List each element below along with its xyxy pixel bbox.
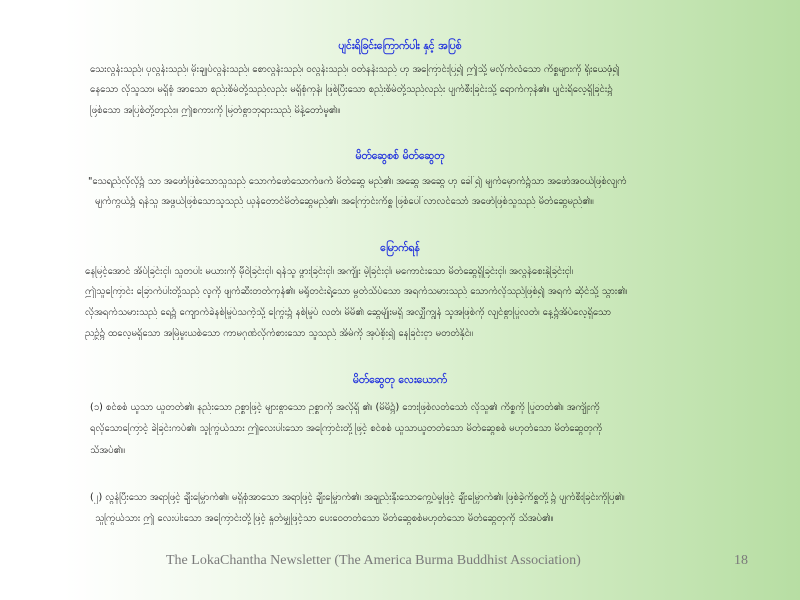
section3-line-3: လိုအရက်သမားသည် ရေ၌ ကျောက်ခဲနစ်မြုပ်သကဲ့သို့ ကြွေး၌ နစ်မြုပ် လတ်၊ မိမိ၏ ဆွေမျိုးမရှိ အလျှီကျွန် သူအဖြစ်ကို လျင်စွာပြုလတ်၊ နေ့၌အိပ်လေ့ရှိသော — [85, 307, 611, 318]
section-title-dangers: မြောက်ရန် — [380, 242, 420, 254]
section4-para2-line-2: သူကြွယ်သား ဤ လေးပါးသော အကြောင်းတို့ဖြင့် နှုတ်မျှဖြင့်သာ ပေးဝေတတ်သော မိတ်ဆွေစစ်မဟုတ်သော မိတ်ဆွေတုကို သိအပ်၏။ — [95, 513, 554, 524]
section4-para2-line-1: (၂) လွန်ပြီးသော အရာဖြင့် ချီးမြှောက်၏၊ မရှိစုံအာသော အရာဖြင့် ချီးမြှောက်၏၊ အချည်းနှီးသောကွေ့ပ်မှုဖြင့် ချီးမြှောက်၏၊ ဖြစ်ခဲ့ကိစ္စတို့၌ ပျက်စီးခြင်းကိုပြ၏၊ — [90, 492, 625, 503]
section1-line-2: နေသော လိုသူသာ၊ မရှိစုံ အာသော စည်းစိမ်တို့သည်လည်း မရှိစုံကုန်၊ ဖြစ်ပြီးသော စည်းစိမ်တို့သည်လည်း ပျက်စီးခြင်းသို့ ရောက်ကုန်၏။ ပျင်းရိလေ့ရှိခြင်း၌ — [90, 84, 613, 95]
section1-line-1: သေးလွန်းသည်၊ ပုလွန်းသည်၊ မိုးချုပ်လွန်းသည်၊ စောလွန်းသည်၊ ဝလွန်းသည်၊ ဝတ်နန်းသည် ဟု အကြောင်းပြ၍ ဤသို့ မလိုက်လံသော ကိစ္စများကို ရိုးယေဖုံ၍ — [90, 64, 620, 75]
section3-line-2: ဤသူကြောင်း ခြောက်ပါးတို့သည် လူကို ဖျက်ဆီးတတ်ကုန်၏၊ မရိုတင်းရဲ့သော မွတ်သိပ်သော အရက်သမားသည် သောက်လိုသည်ဖြစ်၍ အရက် ဆိုင်သို့ သွား၏၊ — [85, 286, 628, 297]
section2-line-1: "သေရည်လိုလို၌ သာ အဖော်ဖြစ်သောသူသည် သောက်ဖော်သောက်ဖက် မိတ်ဆွေ မည်၏၊ အဆွေ အဆွေ ဟု ခေါ်၍ မျက်မှောက်၌သာ အဖော်အဝယ်ဖြစ်လျက် — [88, 176, 627, 187]
section4-para1-line-2: ရလိုသောကြောင့် ခဲခြင်းကပ်၏၊ သူကြွယ်သား ဤလေးပါးသော အကြောင်းတို့ဖြင့် စင်စစ် ယူသာယူတတ်သော မိတ်ဆွေစစ် မဟုတ်သော မိတ်ဆွေတုကို — [90, 423, 603, 434]
section4-para1-line-1: (၁) စင်စစ် ယူသာ ယူတတ်၏၊ နည်းသော ဥစ္စာဖြင့် များစွာသော ဥစ္စာကို အလိုရှိ ၏၊ (မိမိ၌) ဘေးဖြစ်လတ်သော် လိုသူ၏ ကိစ္စကို ပြုတတ်၏၊ အကျိုးကို — [90, 402, 600, 413]
page-number: 18 — [734, 553, 748, 568]
section-title-laziness: ပျင်းရိခြင်းကြောက်ပါး နှင့် အပြစ် — [338, 40, 462, 52]
section-title-true-false-friends: မိတ်ဆွေစစ် မိတ်ဆွေတု — [355, 150, 445, 162]
newsletter-footer: The LokaChantha Newsletter (The America Burma Buddhist Association) — [166, 553, 581, 568]
section3-line-1: နေမြင့်အောင် အိပ်ခြင်းငှါ၊ သူတပါး မယားကို မှီဝဲခြင်းငှါ၊ ရန်သူ ဖွားခြင်းငှါ၊ အကျိုး မဲ့ခြင်းငှါ၊ မကောင်းသော မိတ်ဆွေရှိခြင်းငှါ၊ အလွန်စေးနှဲခြင်းငှါ၊ — [85, 266, 574, 277]
section3-line-4: ညဉ့်၌ ထလေ့မရှိသော အမြဲမူးယစ်သော ကာမဂုဏ်လိုက်စားသော သူသည် အိမ်ကို အုပ်စိုး၍ နေခြင်းငှာ မတတ်နိုင်။ — [85, 328, 473, 339]
section-title-four-false-friends: မိတ်ဆွေတု လေးယောက် — [352, 374, 448, 386]
section2-line-2: မျက်ကွယ်၌ ရန်သူ အဖွယ်ဖြစ်သောသူသည် ယုန်တောင်မိတ်ဆွေမည်၏၊ အကြောင်းကိစ္စ ဖြစ်ပေါ်လာလင်သော် အဖော်ဖြစ်သူသည် မိတ်ဆွေမည်၏။ — [95, 196, 594, 207]
section4-para1-line-3: သိအပ်၏။ — [90, 445, 126, 456]
section1-line-3: ဖြစ်သော အပြစ်တို့တည်း။ ဤစကားကို မြတ်စွာဘုရားသည် မိန့်တော်မူ၏။ — [90, 105, 341, 116]
